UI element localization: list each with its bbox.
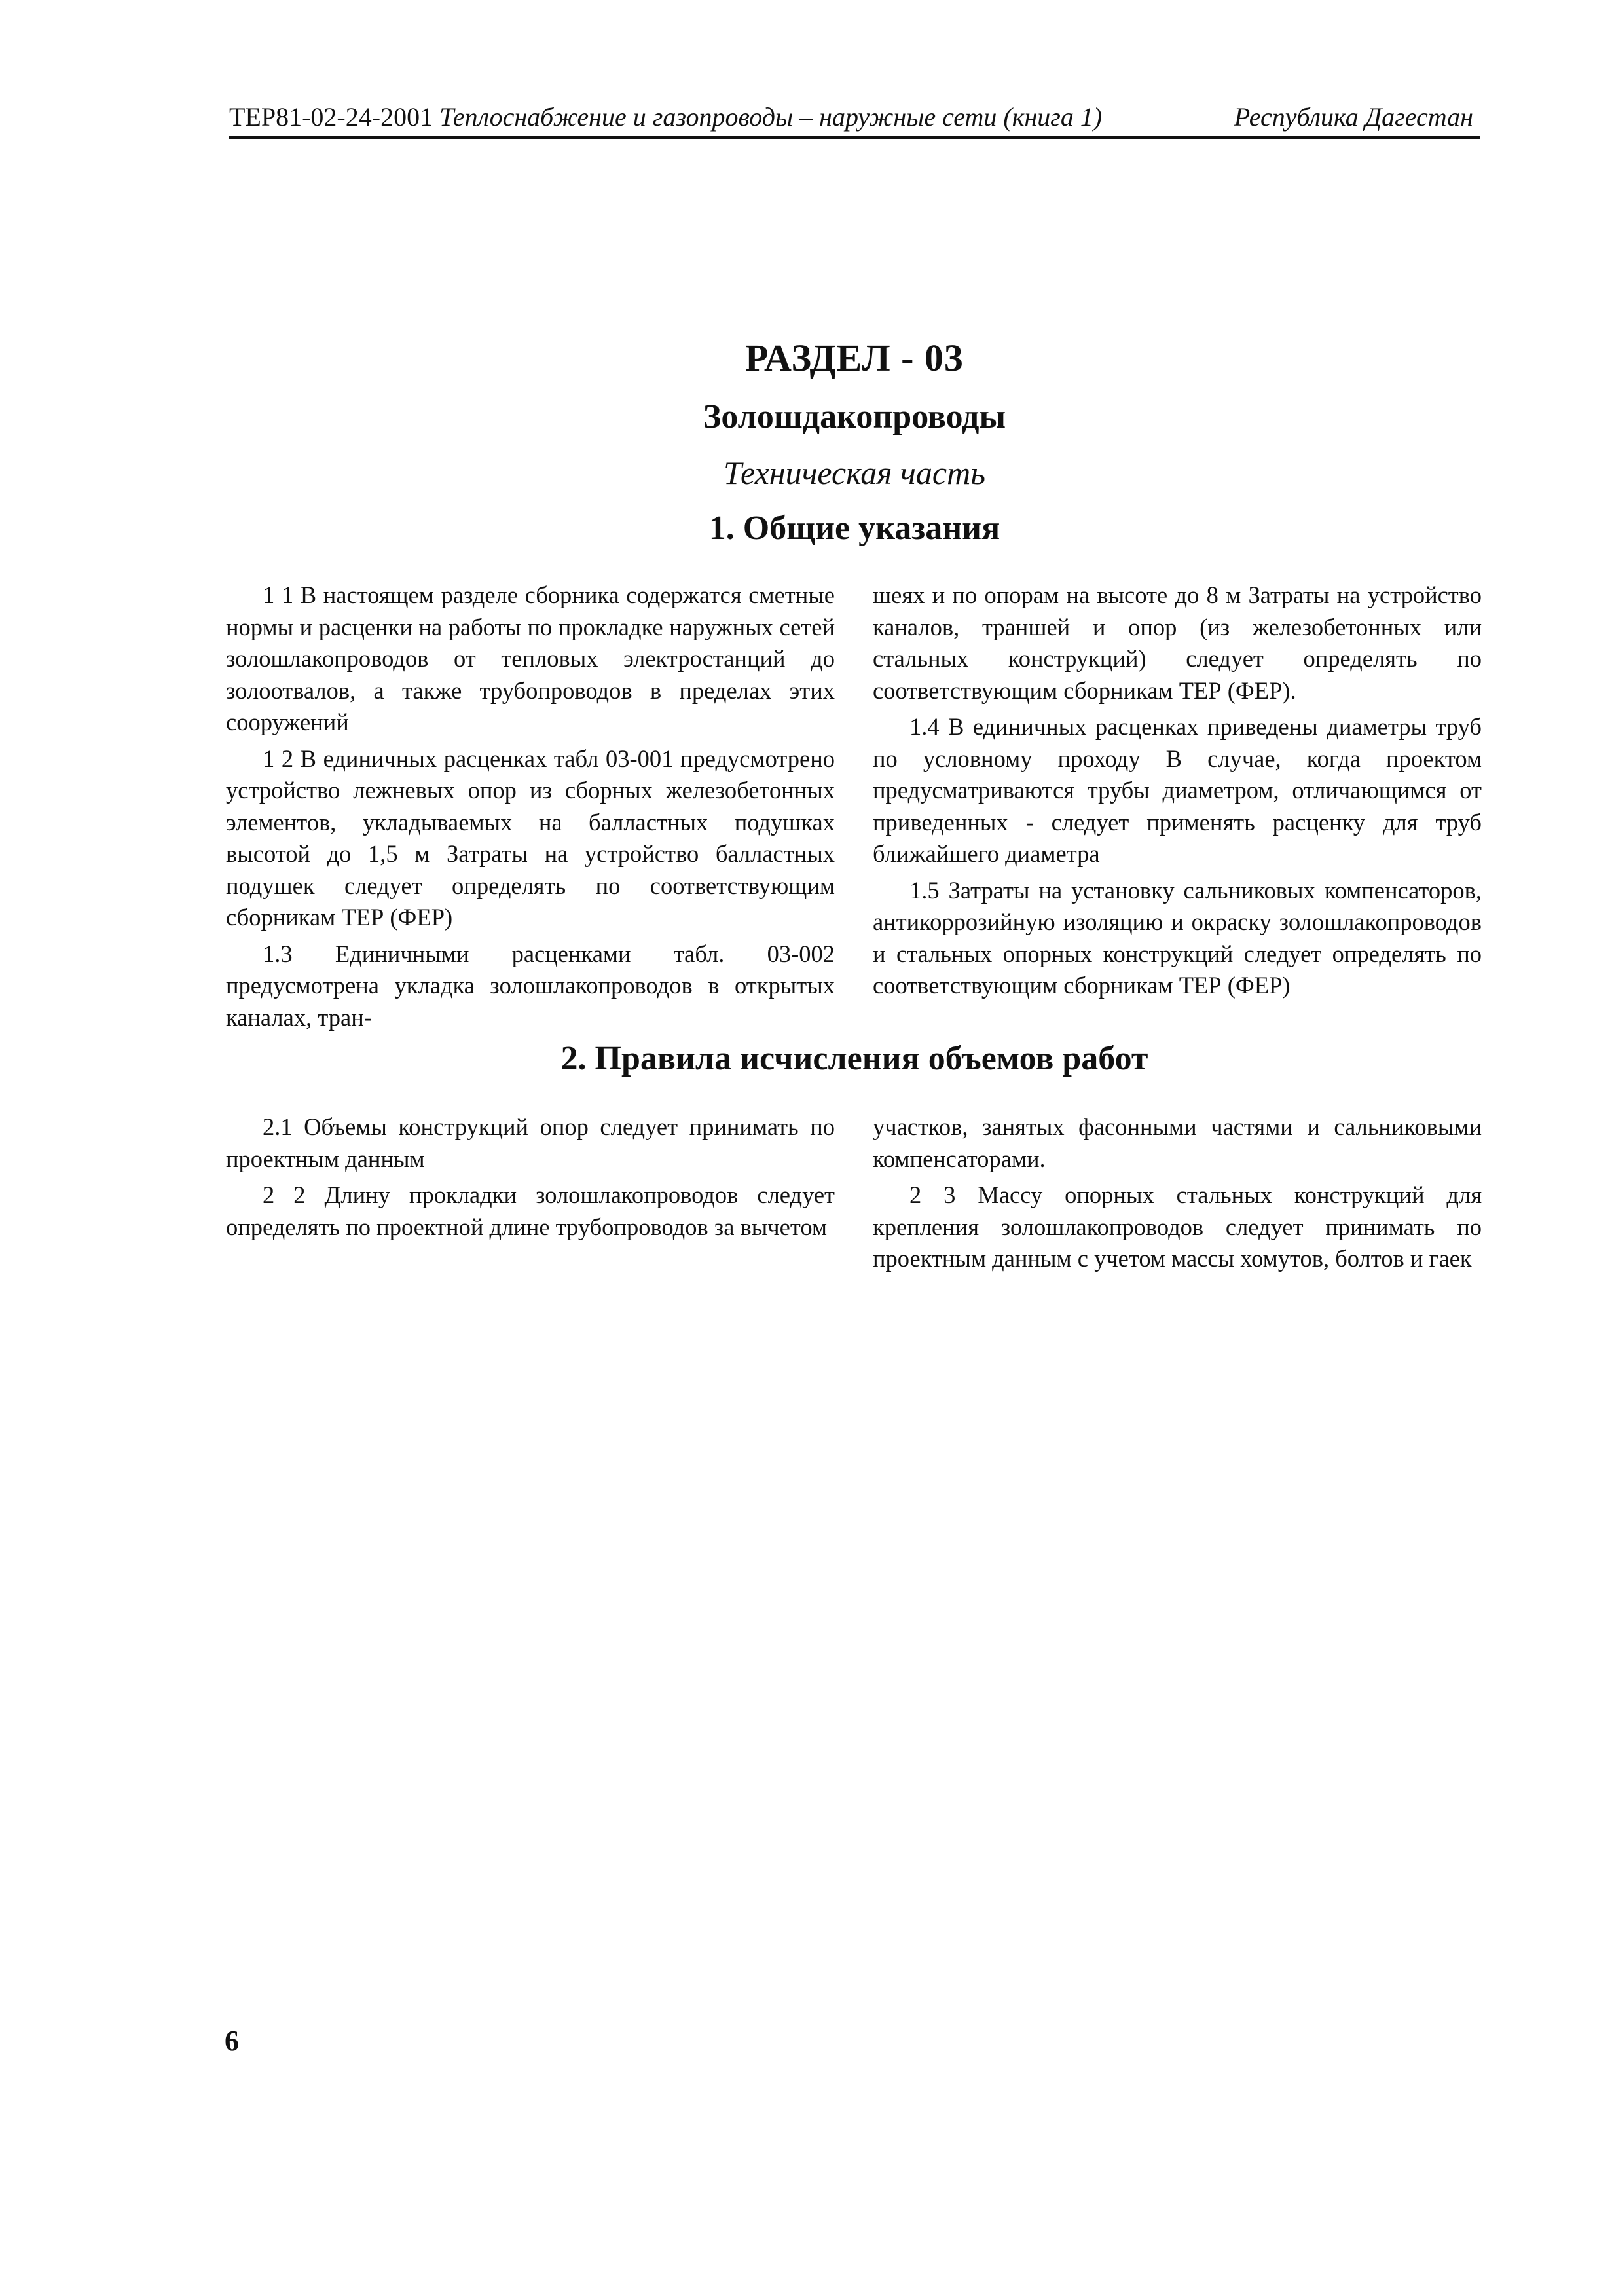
paragraph-2-2-continued: участков, занятых фасонными частями и сальниковыми компенсаторами.: [873, 1113, 1482, 1172]
header-region: Республика Дагестан: [1234, 102, 1473, 132]
header-code: ТЕР81-02-24-2001: [229, 102, 433, 132]
paragraph-1-4: 1.4 В единичных расценках приведены диаметры труб по условному проходу В случае, когда проектом предусматриваются трубы диаметром, отличающимся от приведенных - следует применять расценку для труб ближайшего диаметра: [873, 713, 1482, 867]
heading-volume-rules: 2. Правила исчисления объемов работ: [560, 1040, 1148, 1077]
page-number: 6: [225, 2025, 239, 2057]
paragraph-1-5: 1.5 Затраты на установку сальниковых компенсаторов, антикоррозийную изоляцию и окраску золошлакопроводов и стальных опорных конструкций следует определять по соответствующим сборникам ТЕР (ФЕР): [873, 876, 1482, 999]
paragraph-1-3-continued: шеях и по опорам на высоте до 8 м Затраты на устройство каналов, траншей и опор (из железобетонных или стальных конструкций) следует определять по соответствующим сборникам ТЕР (ФЕР).: [873, 582, 1482, 704]
paragraph-1-1: 1 1 В настоящем разделе сборника содержатся сметные нормы и расценки на работы по прокладке наружных сетей золошлакопроводов от тепловых электростанций до золоотвалов, а также трубопроводов в пределах этих сооружений: [226, 582, 835, 735]
running-header: [229, 98, 1480, 139]
header-book-title: Теплоснабжение и газопроводы – наружные сети (книга 1): [439, 102, 1103, 132]
header-title: [229, 101, 1102, 134]
part2-left-column: [226, 1111, 835, 1248]
paragraph-1-3: 1.3 Единичными расценками табл. 03-002 предусмотрена укладка золошлакопроводов в открытых каналах, тран-: [226, 940, 835, 1031]
paragraph-2-3: 2 3 Массу опорных стальных конструкций для крепления золошлакопроводов следует принимать по проектным данным с учетом массы хомутов, болтов и гаек: [873, 1181, 1482, 1272]
heading-general-instructions: 1. Общие указания: [708, 509, 1000, 547]
section-label: РАЗДЕЛ - 03: [745, 337, 964, 379]
section-subtitle: Техническая часть: [724, 454, 985, 491]
paragraph-2-2: 2 2 Длину прокладки золошлакопроводов следует определять по проектной длине трубопроводов за вычетом: [226, 1181, 835, 1240]
paragraph-1-2: 1 2 В единичных расценках табл 03-001 предусмотрено устройство лежневых опор из сборных железобетонных элементов, укладываемых на балластных подушках высотой до 1,5 м Затраты на устройство балластных подушек следует определять по соответствующим сборникам ТЕР (ФЕР): [226, 745, 835, 931]
part1-left-column: [226, 580, 835, 1038]
section-name: Золошдакопроводы: [703, 398, 1006, 435]
part1-right-column: [873, 580, 1482, 1007]
part2-right-column: [873, 1111, 1482, 1280]
paragraph-2-1: 2.1 Объемы конструкций опор следует принимать по проектным данным: [226, 1113, 835, 1172]
